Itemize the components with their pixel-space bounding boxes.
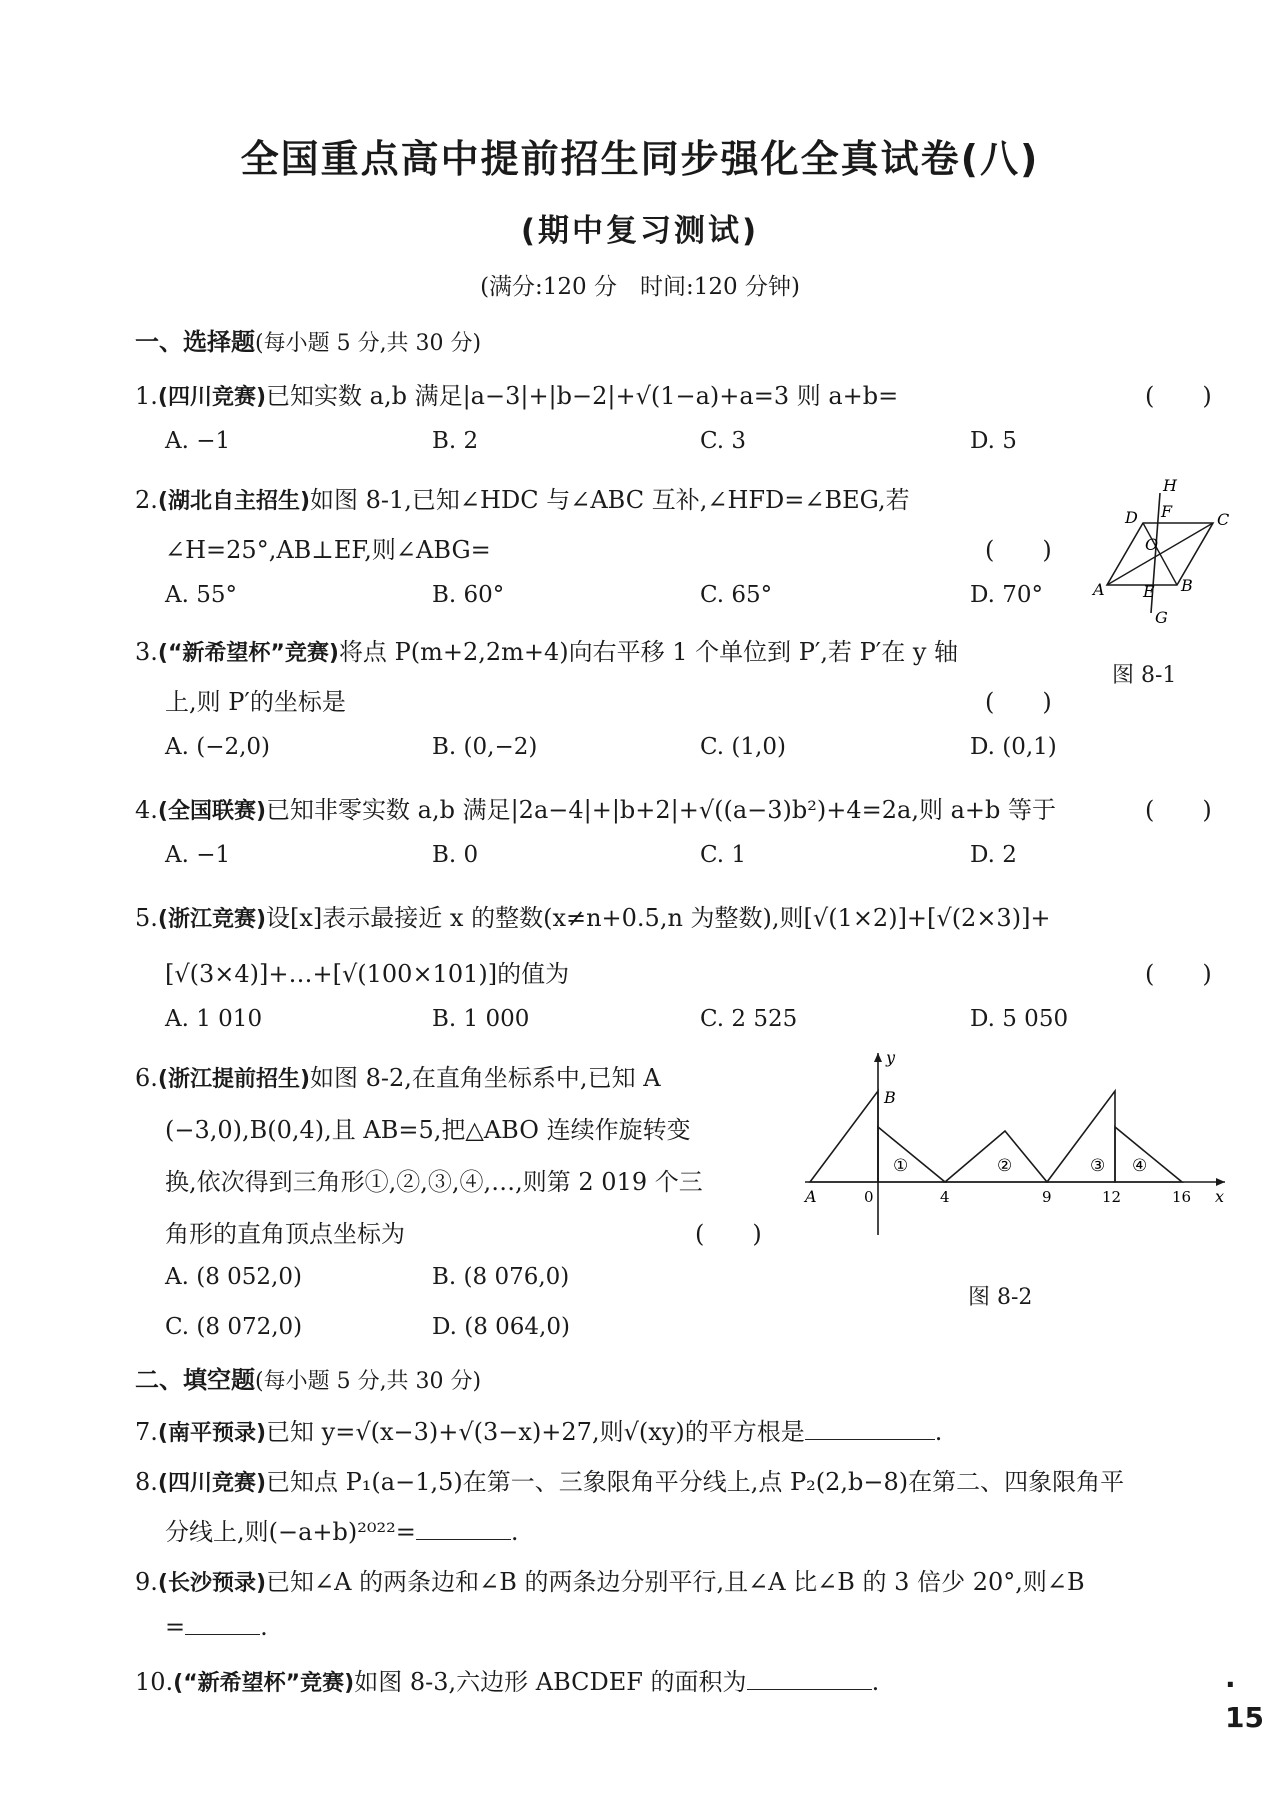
question-text-line1: 已知点 P₁(a−1,5)在第一、三象限角平分线上,点 P₂(2,b−8)在第二、四象限角平 <box>266 1468 1125 1496</box>
triangle-label-4: ④ <box>1132 1156 1148 1176</box>
option-d: D. 5 050 <box>970 1006 1069 1032</box>
option-b: B. 0 <box>432 842 479 868</box>
triangle-1 <box>878 1127 945 1182</box>
answer-paren: ( ) <box>985 688 1052 716</box>
question-source: (浙江提前招生) <box>157 1067 311 1092</box>
question-text-line2: = <box>165 1613 186 1641</box>
label-a: A <box>805 1187 817 1206</box>
answer-paren: ( ) <box>1145 796 1212 824</box>
question-6-line2: (−3,0),B(0,4),且 AB=5,把△ABO 连续作旋转变 <box>165 1116 691 1144</box>
question-text: 已知非零实数 a,b 满足|2a−4|+|b+2|+√((a−3)b²)+4=2a,则 a+b 等于 <box>266 796 1057 824</box>
question-source: (四川竞赛) <box>157 385 267 410</box>
question-end: . <box>934 1418 943 1446</box>
tick-9: 9 <box>1042 1188 1052 1206</box>
question-8 <box>135 1462 1124 1497</box>
question-5 <box>135 898 1051 933</box>
option-a: A. 1 010 <box>165 1006 263 1032</box>
section-title: 一、选择题 <box>135 328 255 356</box>
question-text-line1: 将点 P(m+2,2m+4)向右平移 1 个单位到 P′,若 P′在 y 轴 <box>338 638 959 666</box>
option-d: D. 2 <box>970 842 1017 868</box>
option-a: A. −1 <box>165 842 231 868</box>
question-end: . <box>510 1518 519 1546</box>
option-a: A. (8 052,0) <box>165 1264 302 1290</box>
label-o: O <box>1145 535 1159 554</box>
question-number: 8. <box>135 1468 158 1496</box>
option-d: D. (0,1) <box>970 734 1057 760</box>
option-c: C. 1 <box>700 842 747 868</box>
question-2 <box>135 480 910 515</box>
question-6 <box>135 1058 661 1093</box>
option-a: A. −1 <box>165 428 231 454</box>
figure-8-2 <box>800 1045 1240 1245</box>
option-b: B. (0,−2) <box>432 734 538 760</box>
option-c: C. 65° <box>700 582 773 608</box>
figure-8-1 <box>1085 475 1235 630</box>
question-source: (长沙预录) <box>157 1571 267 1596</box>
answer-paren: ( ) <box>1145 960 1212 988</box>
option-c: C. 3 <box>700 428 747 454</box>
triangle-label-2: ② <box>997 1156 1013 1176</box>
question-source: (“新希望杯”竞赛) <box>157 641 339 666</box>
question-source: (南平预录) <box>157 1421 267 1446</box>
label-c: C <box>1217 510 1230 529</box>
tick-4: 4 <box>940 1188 950 1206</box>
question-source: (四川竞赛) <box>157 1471 267 1496</box>
label-f: F <box>1161 502 1173 521</box>
x-axis-arrow <box>1216 1178 1225 1186</box>
exam-meta: (满分:120 分 时间:120 分钟) <box>480 274 800 300</box>
answer-blank[interactable] <box>185 1612 260 1635</box>
answer-paren: ( ) <box>695 1220 762 1248</box>
option-a: A. (−2,0) <box>165 734 271 760</box>
question-source: (全国联赛) <box>157 799 267 824</box>
label-x: x <box>1215 1187 1225 1206</box>
page-number: · 15 <box>1225 1668 1264 1734</box>
question-text-line1: 已知∠A 的两条边和∠B 的两条边分别平行,且∠A 比∠B 的 3 倍少 20°,则∠B <box>266 1568 1085 1596</box>
label-b: B <box>1181 576 1193 595</box>
option-d: D. 70° <box>970 582 1044 608</box>
question-5-line2: [√(3×4)]+…+[√(100×101)]的值为 <box>165 960 570 988</box>
option-c: C. (1,0) <box>700 734 786 760</box>
question-6-line3: 换,依次得到三角形①,②,③,④,…,则第 2 019 个三 <box>165 1168 703 1196</box>
y-axis-arrow <box>874 1053 882 1062</box>
tick-16: 16 <box>1172 1188 1192 1206</box>
triangle-label-3: ③ <box>1090 1156 1106 1176</box>
question-text: 已知 y=√(x−3)+√(3−x)+27,则√(xy)的平方根是 <box>266 1418 805 1446</box>
label-g: G <box>1155 608 1168 627</box>
option-d: D. 5 <box>970 428 1017 454</box>
option-b: B. 2 <box>432 428 479 454</box>
question-text-line1: 设[x]表示最接近 x 的整数(x≠n+0.5,n 为整数),则[√(1×2)]+[√(2×3)]+ <box>266 904 1051 932</box>
label-e: E <box>1143 582 1155 601</box>
option-b: B. 1 000 <box>432 1006 530 1032</box>
question-number: 6. <box>135 1064 158 1092</box>
question-number: 2. <box>135 486 158 514</box>
triangle-2 <box>945 1131 1047 1182</box>
question-text: 已知实数 a,b 满足|a−3|+|b−2|+√(1−a)+a=3 则 a+b= <box>266 382 899 410</box>
option-b: B. 60° <box>432 582 505 608</box>
question-number: 10. <box>135 1668 174 1696</box>
question-number: 9. <box>135 1568 158 1596</box>
question-number: 5. <box>135 904 158 932</box>
answer-paren: ( ) <box>1145 382 1212 410</box>
label-b: B <box>884 1088 896 1107</box>
section-note: (每小题 5 分,共 30 分) <box>255 331 482 356</box>
section-heading-fill <box>135 1360 481 1395</box>
option-c: C. (8 072,0) <box>165 1314 303 1340</box>
question-text-line1: 如图 8-1,已知∠HDC 与∠ABC 互补,∠HFD=∠BEG,若 <box>310 486 910 514</box>
label-y: y <box>886 1048 896 1067</box>
figure-8-1-caption: 图 8-1 <box>1112 663 1177 688</box>
question-9-line2 <box>165 1612 268 1641</box>
label-origin: 0 <box>864 1188 874 1206</box>
triangle-4 <box>1115 1127 1182 1182</box>
question-8-line2 <box>165 1512 518 1547</box>
question-1 <box>135 376 898 411</box>
answer-paren: ( ) <box>985 536 1052 564</box>
option-b: B. (8 076,0) <box>432 1264 570 1290</box>
diagonal-bd <box>1143 523 1177 585</box>
label-a: A <box>1093 580 1105 599</box>
option-a: A. 55° <box>165 582 237 608</box>
question-end: . <box>260 1613 268 1641</box>
question-number: 1. <box>135 382 158 410</box>
answer-blank[interactable] <box>747 1667 872 1690</box>
question-2-line2: ∠H=25°,AB⊥EF,则∠ABG= <box>165 536 491 564</box>
question-source: (“新希望杯”竞赛) <box>173 1671 355 1696</box>
page-subtitle: (期中复习测试) <box>520 213 760 249</box>
option-d: D. (8 064,0) <box>432 1314 570 1340</box>
section-heading-choice <box>135 322 481 357</box>
label-d: D <box>1125 508 1138 527</box>
question-3 <box>135 632 958 667</box>
question-source: (浙江竞赛) <box>157 907 267 932</box>
question-number: 7. <box>135 1418 158 1446</box>
question-9 <box>135 1562 1085 1597</box>
option-c: C. 2 525 <box>700 1006 798 1032</box>
page-title: 全国重点高中提前招生同步强化全真试卷(八) <box>240 137 1040 181</box>
question-number: 4. <box>135 796 158 824</box>
section-note: (每小题 5 分,共 30 分) <box>255 1369 482 1394</box>
question-7 <box>135 1412 942 1447</box>
section-title: 二、填空题 <box>135 1366 255 1394</box>
question-6-line4: 角形的直角顶点坐标为 <box>165 1220 405 1248</box>
question-3-line2: 上,则 P′的坐标是 <box>165 688 346 716</box>
question-end: . <box>871 1668 880 1696</box>
question-number: 3. <box>135 638 158 666</box>
question-text-line2: 分线上,则(−a+b)²⁰²²= <box>165 1518 416 1546</box>
triangle-label-1: ① <box>893 1156 909 1176</box>
tick-12: 12 <box>1102 1188 1122 1206</box>
answer-blank[interactable] <box>805 1417 935 1440</box>
question-10 <box>135 1662 879 1697</box>
figure-8-2-caption: 图 8-2 <box>968 1285 1033 1310</box>
question-4 <box>135 790 1056 825</box>
label-h: H <box>1163 476 1177 495</box>
question-source: (湖北自主招生) <box>157 489 311 514</box>
answer-blank[interactable] <box>416 1517 511 1540</box>
triangle-abo <box>810 1091 878 1182</box>
question-text: 如图 8-3,六边形 ABCDEF 的面积为 <box>354 1668 747 1696</box>
question-text-line1: 如图 8-2,在直角坐标系中,已知 A <box>310 1064 661 1092</box>
